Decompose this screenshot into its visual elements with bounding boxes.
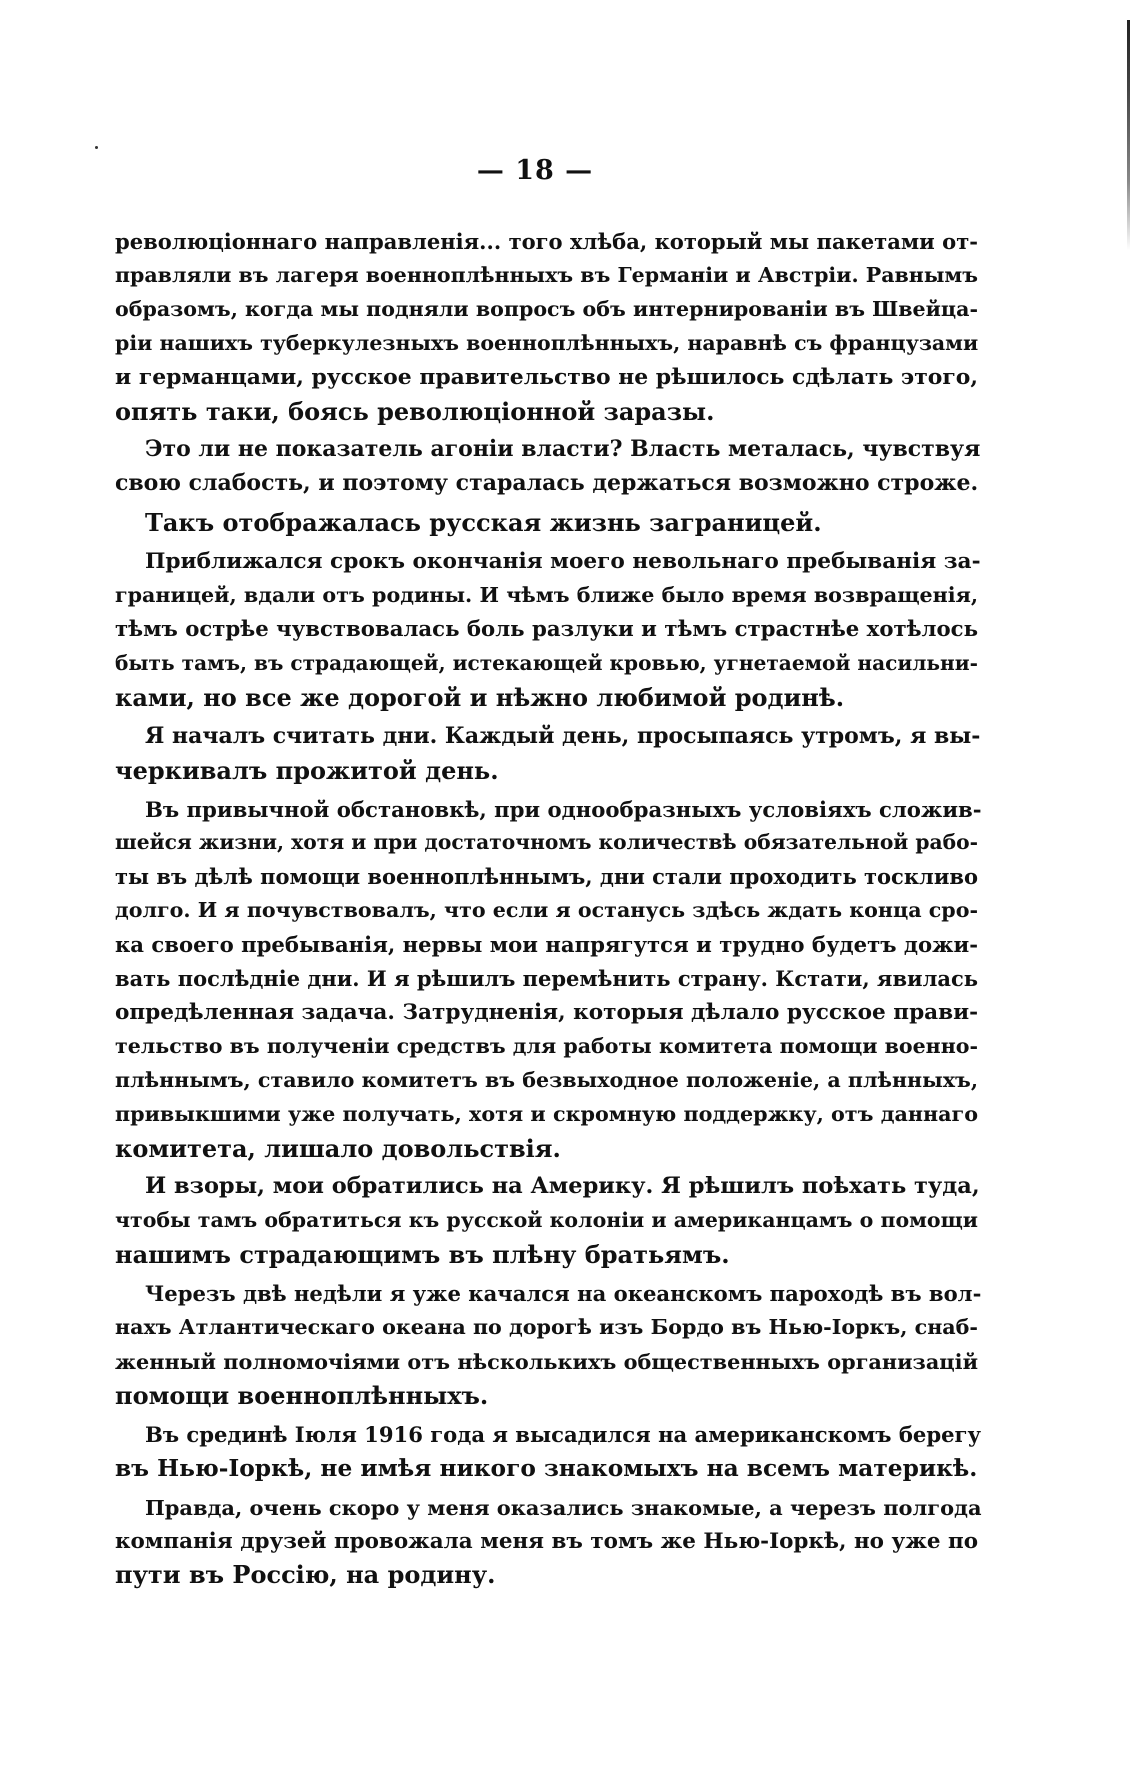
text-line: вать послѣдніе дни. И я рѣшилъ перемѣнить страну. Кстати, явилась (115, 966, 978, 992)
text-line: тѣмъ острѣе чувствовалась боль разлуки и тѣмъ страстнѣе хотѣлось (115, 616, 978, 642)
body-text (115, 225, 982, 1592)
text-line: опять таки, боясь революціонной заразы. (115, 396, 715, 426)
text-line: тельство въ полученіи средствъ для работы комитета помощи военно- (115, 1033, 978, 1058)
paragraph-6 (115, 793, 982, 1166)
text-line: Я началъ считать дни. Каждый день, просыпаясь утромъ, я вы- (145, 722, 981, 749)
text-line: въ Нью-Іоркѣ, не имѣя никого знакомыхъ на всемъ материкѣ. (115, 1454, 978, 1482)
paragraph-1 (115, 225, 978, 428)
text-line: черкивалъ прожитой день. (115, 755, 499, 785)
text-line: быть тамъ, въ страдающей, истекающей кровью, угнетаемой насильни- (115, 650, 978, 675)
text-line: Такъ отображалась русская жизнь заграницей. (145, 508, 822, 538)
text-line: Въ срединѣ Іюля 1916 года я высадился на американскомъ берегу (145, 1421, 981, 1447)
text-line: чтобы тамъ обратиться къ русской колоніи и американцамъ о помощи (115, 1208, 978, 1233)
text-line: ка своего пребыванія, нервы мои напрягутся и трудно будетъ дожи- (115, 932, 978, 958)
page-number: — 18 — (476, 155, 594, 186)
paragraph-10 (115, 1491, 982, 1593)
text-line: пути въ Россію, на родину. (115, 1560, 496, 1590)
paragraph-7 (115, 1170, 978, 1272)
text-line: свою слабость, и поэтому старалась держаться возможно строже. (115, 470, 979, 497)
text-line: ты въ дѣлѣ помощи военноплѣннымъ, дни стали проходить тоскливо (115, 864, 978, 890)
text-line: нашимъ страдающимъ въ плѣну братьямъ. (115, 1240, 730, 1270)
text-line: компанія друзей провожала меня въ томъ же Нью-Іоркѣ, но уже по (115, 1528, 978, 1554)
text-line: и германцами, русское правительство не рѣшилось сдѣлать этого, (115, 363, 978, 390)
paragraph-4 (115, 545, 981, 715)
text-line: Правда, очень скоро у меня оказались знакомые, а черезъ полгода (145, 1494, 982, 1520)
text-line: образомъ, когда мы подняли вопросъ объ интернированіи въ Швейца- (115, 296, 978, 321)
text-line: революціоннаго направленія... того хлѣба, который мы пакетами от- (115, 229, 978, 254)
text-line: привыкшими уже получать, хотя и скромную поддержку, отъ даннаго (115, 1101, 978, 1126)
paragraph-9 (115, 1418, 981, 1486)
text-line: опредѣленная задача. Затрудненія, которыя дѣлало русское прави- (115, 999, 979, 1025)
paragraph-3 (115, 506, 978, 540)
text-line: ками, но все же дорогой и нѣжно любимой родинѣ. (115, 682, 845, 712)
text-line: помощи военноплѣнныхъ. (115, 1380, 489, 1410)
text-line: плѣннымъ, ставило комитетъ въ безвыходное положеніе, а плѣнныхъ, (115, 1067, 978, 1092)
text-line: ріи нашихъ туберкулезныхъ военноплѣнныхъ, наравнѣ съ французами (115, 330, 979, 355)
text-line: И взоры, мои обратились на Америку. Я рѣшилъ поѣхать туда, (145, 1173, 980, 1200)
scan-speck (95, 146, 98, 149)
text-line: нахъ Атлантическаго океана по дорогѣ изъ Бордо въ Нью-Іоркъ, снаб- (115, 1315, 978, 1340)
scan-edge-mark (1127, 20, 1130, 250)
text-line: шейся жизни, хотя и при достаточномъ количествѣ обязательной рабо- (115, 830, 978, 855)
text-line: границей, вдали отъ родины. И чѣмъ ближе было время возвращенія, (115, 583, 978, 608)
text-line: комитета, лишало довольствія. (115, 1133, 561, 1163)
text-line: долго. И я почувствовалъ, что если я останусь здѣсь ждать конца сро- (115, 898, 978, 923)
text-line: Въ привычной обстановкѣ, при однообразныхъ условіяхъ сложив- (145, 796, 982, 822)
paragraph-5 (115, 720, 981, 788)
paragraph-8 (115, 1277, 982, 1413)
text-line: правляли въ лагеря военноплѣнныхъ въ Германіи и Австріи. Равнымъ (115, 262, 978, 287)
text-line: Это ли не показатель агоніи власти? Власть металась, чувствуя (145, 436, 981, 463)
text-line: Черезъ двѣ недѣли я уже качался на океанскомъ пароходѣ въ вол- (145, 1281, 982, 1307)
paragraph-2 (115, 433, 981, 501)
text-line: Приближался срокъ окончанія моего невольнаго пребыванія за- (145, 549, 981, 575)
text-line: женный полномочіями отъ нѣсколькихъ общественныхъ организацій (115, 1349, 978, 1374)
